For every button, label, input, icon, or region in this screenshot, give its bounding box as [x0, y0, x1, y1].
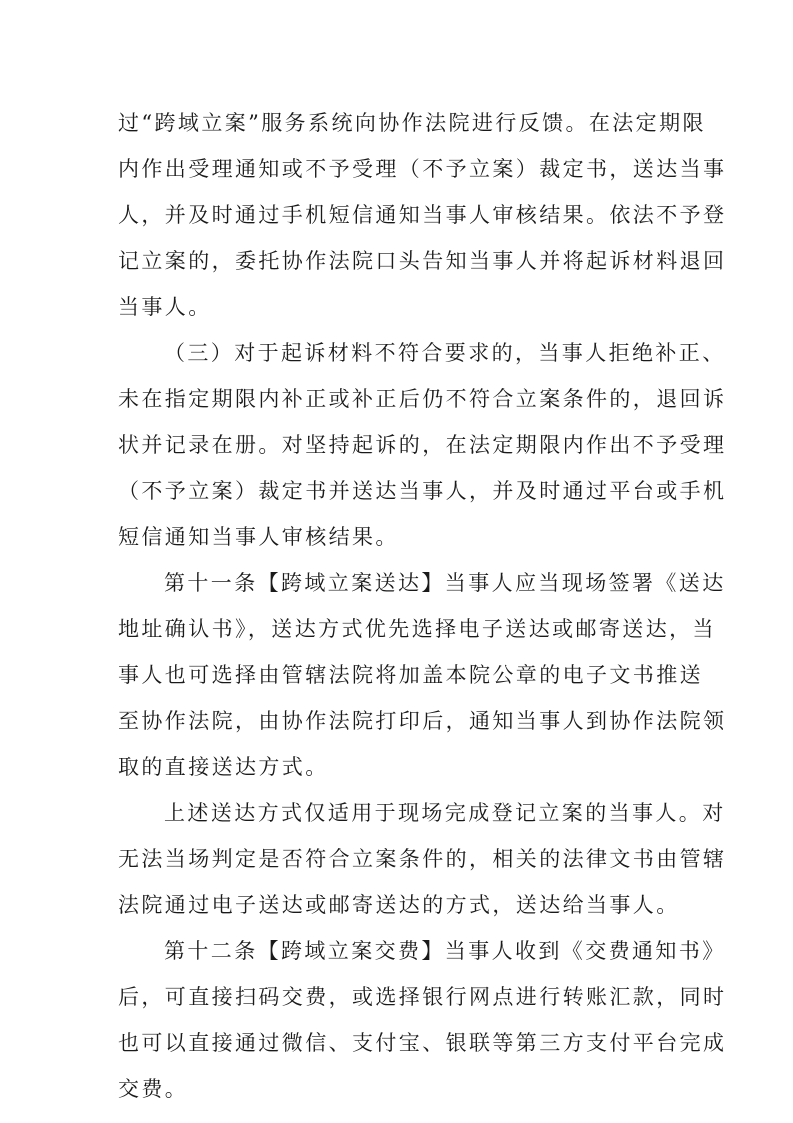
- text-line: 内作出受理通知或不予受理（不予立案）裁定书，送达当事: [118, 157, 727, 181]
- text-line: （不予立案）裁定书并送达当事人，并及时通过平台或手机: [118, 479, 727, 503]
- text-line: （三）对于起诉材料不符合要求的，当事人拒绝补正、: [164, 341, 726, 365]
- text-line: 法院通过电子送达或邮寄送达的方式，送达给当事人。: [118, 893, 680, 917]
- text-line: 人，并及时通过手机短信通知当事人审核结果。依法不予登: [118, 203, 727, 227]
- text-line: 取的直接送达方式。: [118, 755, 329, 779]
- text-line: 无法当场判定是否符合立案条件的，相关的法律文书由管辖: [118, 847, 727, 871]
- text-line: 过“跨域立案”服务系统向协作法院进行反馈。在法定期限: [118, 111, 706, 135]
- text-line: 未在指定期限内补正或补正后仍不符合立案条件的，退回诉: [118, 387, 727, 411]
- text-line: 交费。: [118, 1077, 189, 1101]
- text-line: 当事人。: [118, 295, 212, 319]
- text-line: 记立案的，委托协作法院口头告知当事人并将起诉材料退回: [118, 249, 727, 273]
- text-line: 后，可直接扫码交费，或选择银行网点进行转账汇款，同时: [118, 985, 727, 1009]
- text-line: 第十二条【跨域立案交费】当事人收到《交费通知书》: [164, 939, 726, 963]
- text-line: 第十一条【跨域立案送达】当事人应当现场签署《送达: [164, 571, 726, 595]
- text-line: 上述送达方式仅适用于现场完成登记立案的当事人。对: [164, 801, 726, 825]
- text-line: 也可以直接通过微信、支付宝、银联等第三方支付平台完成: [118, 1031, 727, 1055]
- text-line: 至协作法院，由协作法院打印后，通知当事人到协作法院领: [118, 709, 727, 733]
- text-line: 事人也可选择由管辖法院将加盖本院公章的电子文书推送: [118, 663, 703, 687]
- text-line: 短信通知当事人审核结果。: [118, 525, 399, 549]
- text-line: 状并记录在册。对坚持起诉的，在法定期限内作出不予受理: [118, 433, 727, 457]
- text-line: 地址确认书》，送达方式优先选择电子送达或邮寄送达，当: [118, 617, 716, 641]
